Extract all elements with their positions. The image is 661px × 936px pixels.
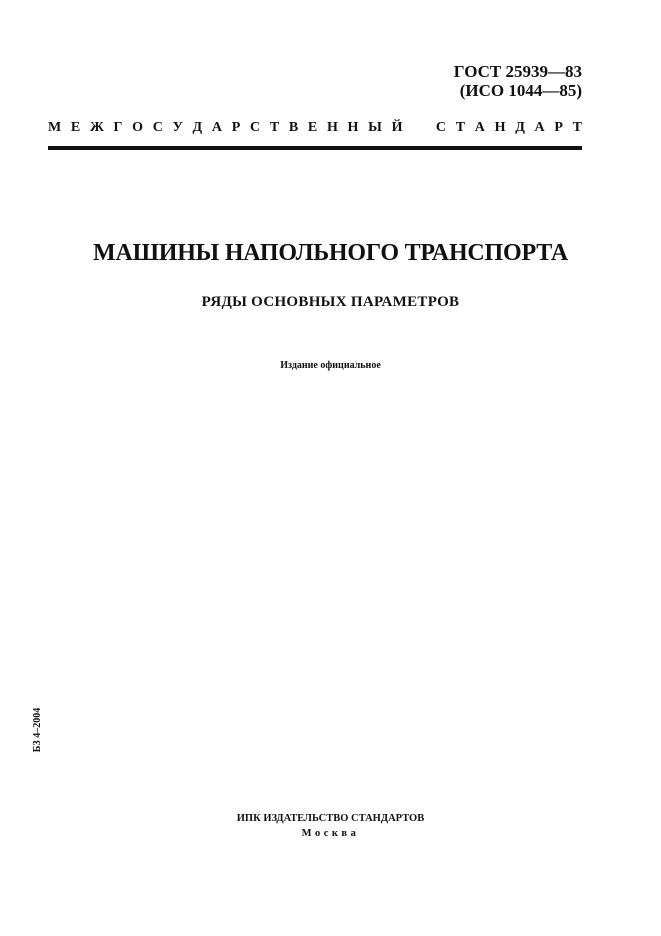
word-gap xyxy=(412,119,426,137)
interstate-word-letter: Й xyxy=(391,120,403,135)
interstate-word-letter: М xyxy=(48,120,62,135)
interstate-word-letter: Ж xyxy=(89,120,104,135)
interstate-word-letter: А xyxy=(211,120,223,135)
standard-word-letter: А xyxy=(474,120,485,135)
interstate-word-letter: С xyxy=(249,120,261,135)
interstate-word-letter: Н xyxy=(326,120,338,135)
iso-code: (ИСО 1044—85) xyxy=(459,81,582,100)
standard-word-letter: С xyxy=(435,120,447,135)
interstate-word-letter: Д xyxy=(192,120,203,135)
interstate-word-letter: Е xyxy=(307,120,318,135)
publisher-city: Москва xyxy=(301,828,360,839)
interstate-word-letter: Е xyxy=(70,120,81,135)
document-subtitle: РЯДЫ ОСНОВНЫХ ПАРАМЕТРОВ xyxy=(201,294,460,310)
interstate-word-letter: С xyxy=(152,120,163,135)
edition-note: Издание официальное xyxy=(280,360,381,371)
standard-word-letter: А xyxy=(534,120,545,135)
interstate-word-letter: Р xyxy=(231,120,241,135)
interstate-word-letter: Г xyxy=(113,120,123,135)
interstate-word-letter: В xyxy=(288,120,299,135)
document-title: МАШИНЫ НАПОЛЬНОГО ТРАНСПОРТА xyxy=(93,240,568,266)
interstate-word-letter: Ы xyxy=(368,120,382,135)
standard-word-letter: Н xyxy=(494,120,506,135)
interstate-word-letter: У xyxy=(172,120,183,135)
interstate-standard-label xyxy=(48,119,582,137)
standard-designation xyxy=(454,62,582,100)
header-rule xyxy=(48,146,582,150)
interstate-word-letter: Т xyxy=(269,120,280,135)
interstate-word-letter: О xyxy=(132,120,144,135)
standard-word-letter: Р xyxy=(554,120,563,135)
margin-note: БЗ 4–2004 xyxy=(32,707,43,753)
standard-word-letter: Т xyxy=(455,120,466,135)
publisher-name: ИПК ИЗДАТЕЛЬСТВО СТАНДАРТОВ xyxy=(236,813,425,824)
interstate-word-letter: Н xyxy=(347,120,359,135)
standard-word-letter: Т xyxy=(572,120,582,135)
standard-word-letter: Д xyxy=(515,120,525,135)
gost-code: ГОСТ 25939—83 xyxy=(453,62,582,81)
